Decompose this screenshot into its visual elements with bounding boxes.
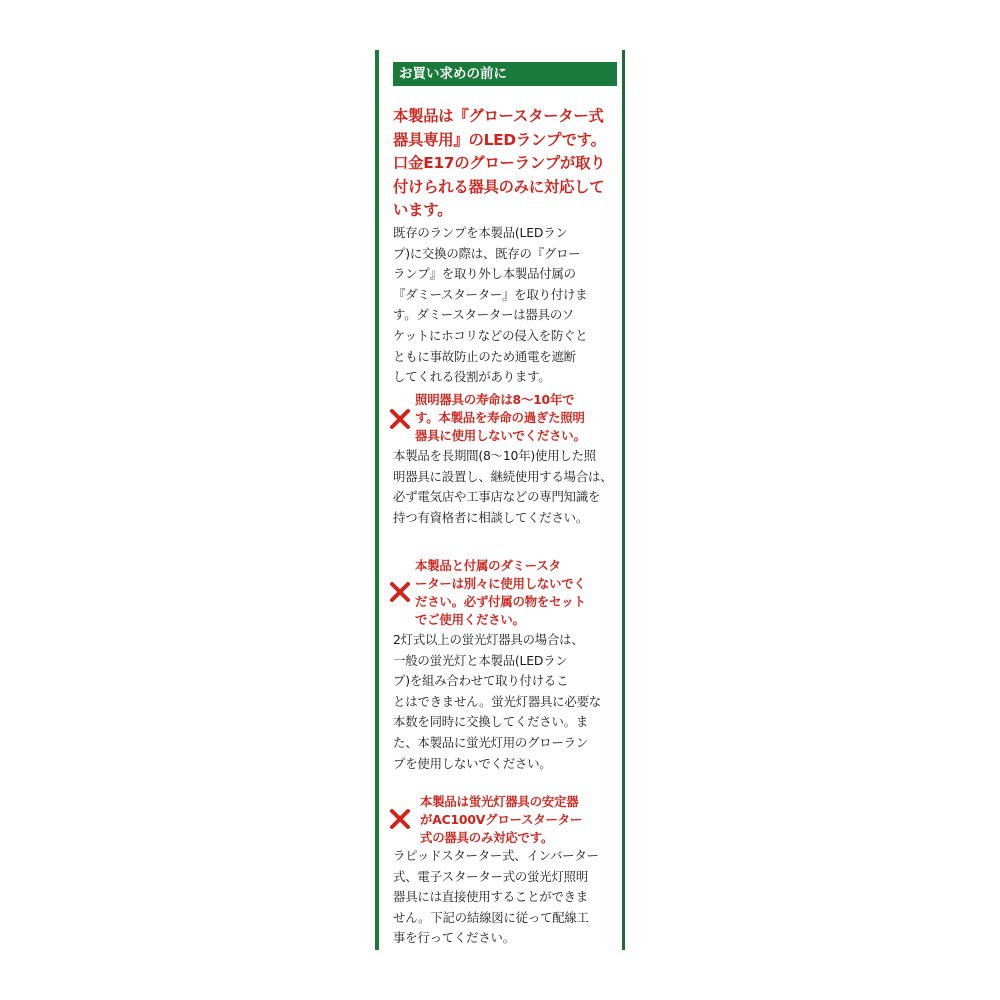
warning-body-line: 事を行ってください。 — [393, 930, 515, 946]
warning-title-line: がAC100Vグロースターター — [420, 812, 583, 827]
intro-lead-line: 器具専用』のLEDランプです。 — [393, 130, 606, 149]
intro-body-line: ケットにホコリなどの侵入を防ぐと — [393, 327, 588, 343]
warning-title-line: 器具に使用しないでください。 — [415, 428, 586, 443]
warning-body-line: た、本製品に蛍光灯用のグローラン — [393, 734, 589, 750]
intro-lead-line: 本製品は『グロースターター式 — [393, 107, 604, 125]
warning-body — [393, 446, 619, 528]
warning-body-line: 必ず電気店や工事店などの専門知識を — [393, 489, 601, 505]
panel-left-edge — [375, 50, 379, 950]
intro-lead-line: 口金E17のグローランプが取り — [393, 154, 606, 172]
intro-lead-line: います。 — [393, 201, 453, 219]
warning-title-line: 照明器具の寿命は8〜10年で — [415, 392, 575, 407]
intro-body-line: 既存のランプを本製品(LEDラン — [393, 225, 568, 240]
warning-body-line: せん。下記の結線図に従って配線工 — [393, 909, 589, 925]
warning-body-line: 一般の蛍光灯と本製品(LEDラン — [393, 652, 568, 668]
warning-title-line: ーターは別々に使用しないでく — [415, 576, 586, 591]
intro-body-line: す。ダミースターターは器具のソ — [393, 307, 574, 323]
intro-body-line: ともに事故防止のため通電を遮断 — [393, 348, 576, 364]
warning-body-line: プを使用しないでください。 — [393, 755, 552, 771]
cross-icon — [389, 808, 411, 830]
warning-body — [393, 846, 619, 949]
intro-lead — [393, 105, 619, 223]
warning-title-line: でご使用ください。 — [415, 612, 525, 627]
warning-body — [393, 630, 619, 774]
warning-body-line: 式、電子スターター式の蛍光灯照明 — [393, 868, 589, 884]
warning-body-line: ラピッドスターター式、インバーター — [393, 848, 599, 863]
warning-title-line: 本製品は蛍光灯器具の安定器 — [420, 794, 579, 809]
warning-body-line: 本数を同時に交換してください。ま — [393, 714, 589, 730]
warning-title-line: す。本製品を寿命の過ぎた照明 — [415, 410, 585, 425]
intro-body-line: プ)に交換の際は、既存の『グロー — [393, 245, 581, 261]
warning-title — [420, 793, 621, 847]
warning-body-line: 持つ有資格者に相談してください。 — [393, 509, 589, 525]
warning-body-line: 明器具に設置し、継続使用する場合は、 — [393, 468, 613, 484]
intro-body — [393, 223, 619, 388]
warning-body-line: 本製品を長期間(8〜10年)使用した照 — [393, 448, 596, 463]
warning-body-line: 器具には直接使用することができま — [393, 889, 589, 905]
warning-title — [415, 557, 621, 629]
intro-body-line: 『ダミースターター』を取り付けま — [393, 286, 588, 302]
intro-body-line: してくれる役割があります。 — [393, 369, 551, 385]
section-header: お買い求めの前に — [393, 62, 617, 86]
instruction-panel — [375, 50, 625, 950]
warning-title-line: 本製品と付属のダミースタ — [415, 558, 561, 573]
warning-title-line: ださい。必ず付属の物をセット — [415, 594, 586, 609]
intro-body-line: ランプ』を取り外し本製品付属の — [393, 266, 576, 282]
panel-right-edge — [622, 50, 625, 950]
cross-icon — [389, 581, 411, 603]
warning-body-line: プ)を組み合わせて取り付けるこ — [393, 673, 569, 689]
intro-lead-line: 付けられる器具のみに対応して — [393, 177, 605, 196]
warning-body-line: 2灯式以上の蛍光灯器具の場合は、 — [393, 632, 584, 647]
warning-title-line: 式の器具のみ対応です。 — [420, 830, 554, 845]
warning-title — [415, 391, 621, 445]
cross-icon — [389, 408, 411, 430]
warning-body-line: とはできません。蛍光灯器具に必要な — [393, 693, 601, 709]
